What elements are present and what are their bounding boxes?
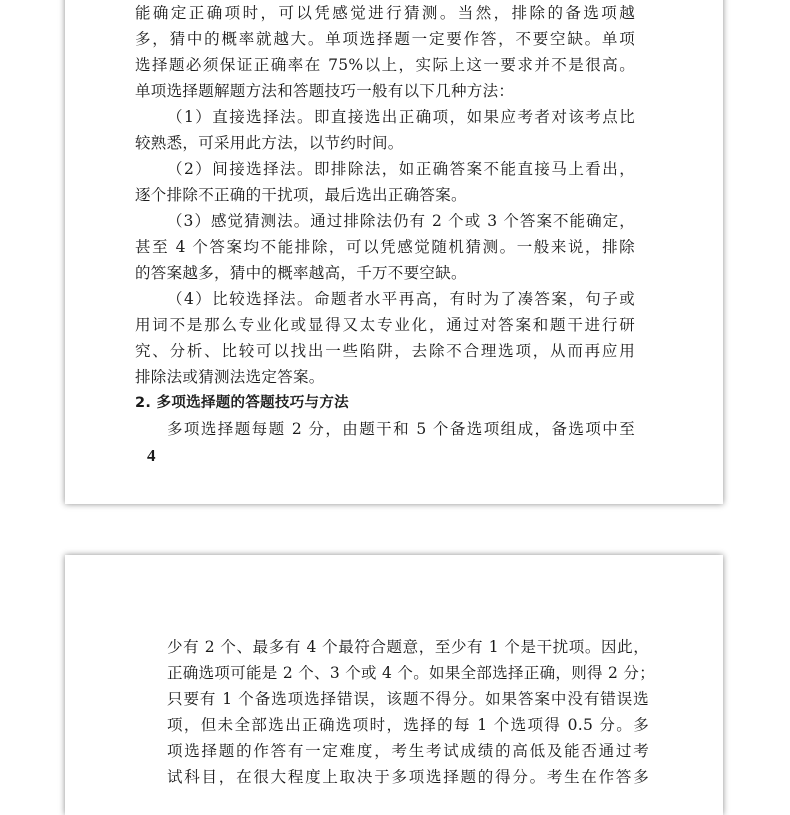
body-text-line: 多项选择题每题 2 分，由题干和 5 个备选项组成，备选项中至 [167,420,635,438]
body-text-line: 的答案越多，猜中的概率越高，千万不要空缺。 [135,264,467,282]
body-text-line: 用词不是那么专业化或显得又太专业化，通过对答案和题干进行研 [135,316,635,334]
body-text-line: 究、分析、比较可以找出一些陷阱，去除不合理选项，从而再应用 [135,342,635,360]
body-text-line: 甚至 4 个答案均不能排除，可以凭感觉随机猜测。一般来说，排除 [135,238,635,256]
list-item-guessing: （3）感觉猜测法。通过排除法仍有 2 个或 3 个答案不能确定， [167,212,635,230]
list-item-direct-selection: （1）直接选择法。即直接选出正确项，如果应考者对该考点比 [167,108,635,126]
body-text-line: 项选择题的作答有一定难度，考生考试成绩的高低及能否通过考 [167,742,649,760]
body-text-line: 多，猜中的概率就越大。单项选择题一定要作答，不要空缺。单项 [135,30,635,48]
document-page-2 [65,555,723,815]
body-text-line: 试科目，在很大程度上取决于多项选择题的得分。考生在作答多 [167,768,649,786]
list-item-comparison: （4）比较选择法。命题者水平再高，有时为了凑答案，句子或 [167,290,635,308]
body-text-line: 逐个排除不正确的干扰项，最后选出正确答案。 [135,186,467,204]
document-page-1 [65,0,723,504]
page-number: 4 [147,446,156,465]
body-text-line: 少有 2 个、最多有 4 个最符合题意，至少有 1 个是干扰项。因此， [167,638,649,656]
body-text-line: 排除法或猜测法选定答案。 [135,368,325,386]
body-text-line: 单项选择题解题方法和答题技巧一般有以下几种方法： [135,82,515,100]
body-text-line: 正确选项可能是 2 个、3 个或 4 个。如果全部选择正确，则得 2 分； [167,664,656,682]
section-heading: 2. 多项选择题的答题技巧与方法 [135,395,349,411]
body-text-line: 项，但未全部选出正确选项时，选择的每 1 个选项得 0.5 分。多 [167,716,649,734]
body-text-line: 能确定正确项时，可以凭感觉进行猜测。当然，排除的备选项越 [135,4,635,22]
list-item-indirect-selection: （2）间接选择法。即排除法，如正确答案不能直接马上看出， [167,160,635,178]
body-text-line: 只要有 1 个备选项选择错误，该题不得分。如果答案中没有错误选 [167,690,649,708]
body-text-line: 选择题必须保证正确率在 75%以上，实际上这一要求并不是很高。 [135,56,635,74]
body-text-line: 较熟悉，可采用此方法，以节约时间。 [135,134,404,152]
